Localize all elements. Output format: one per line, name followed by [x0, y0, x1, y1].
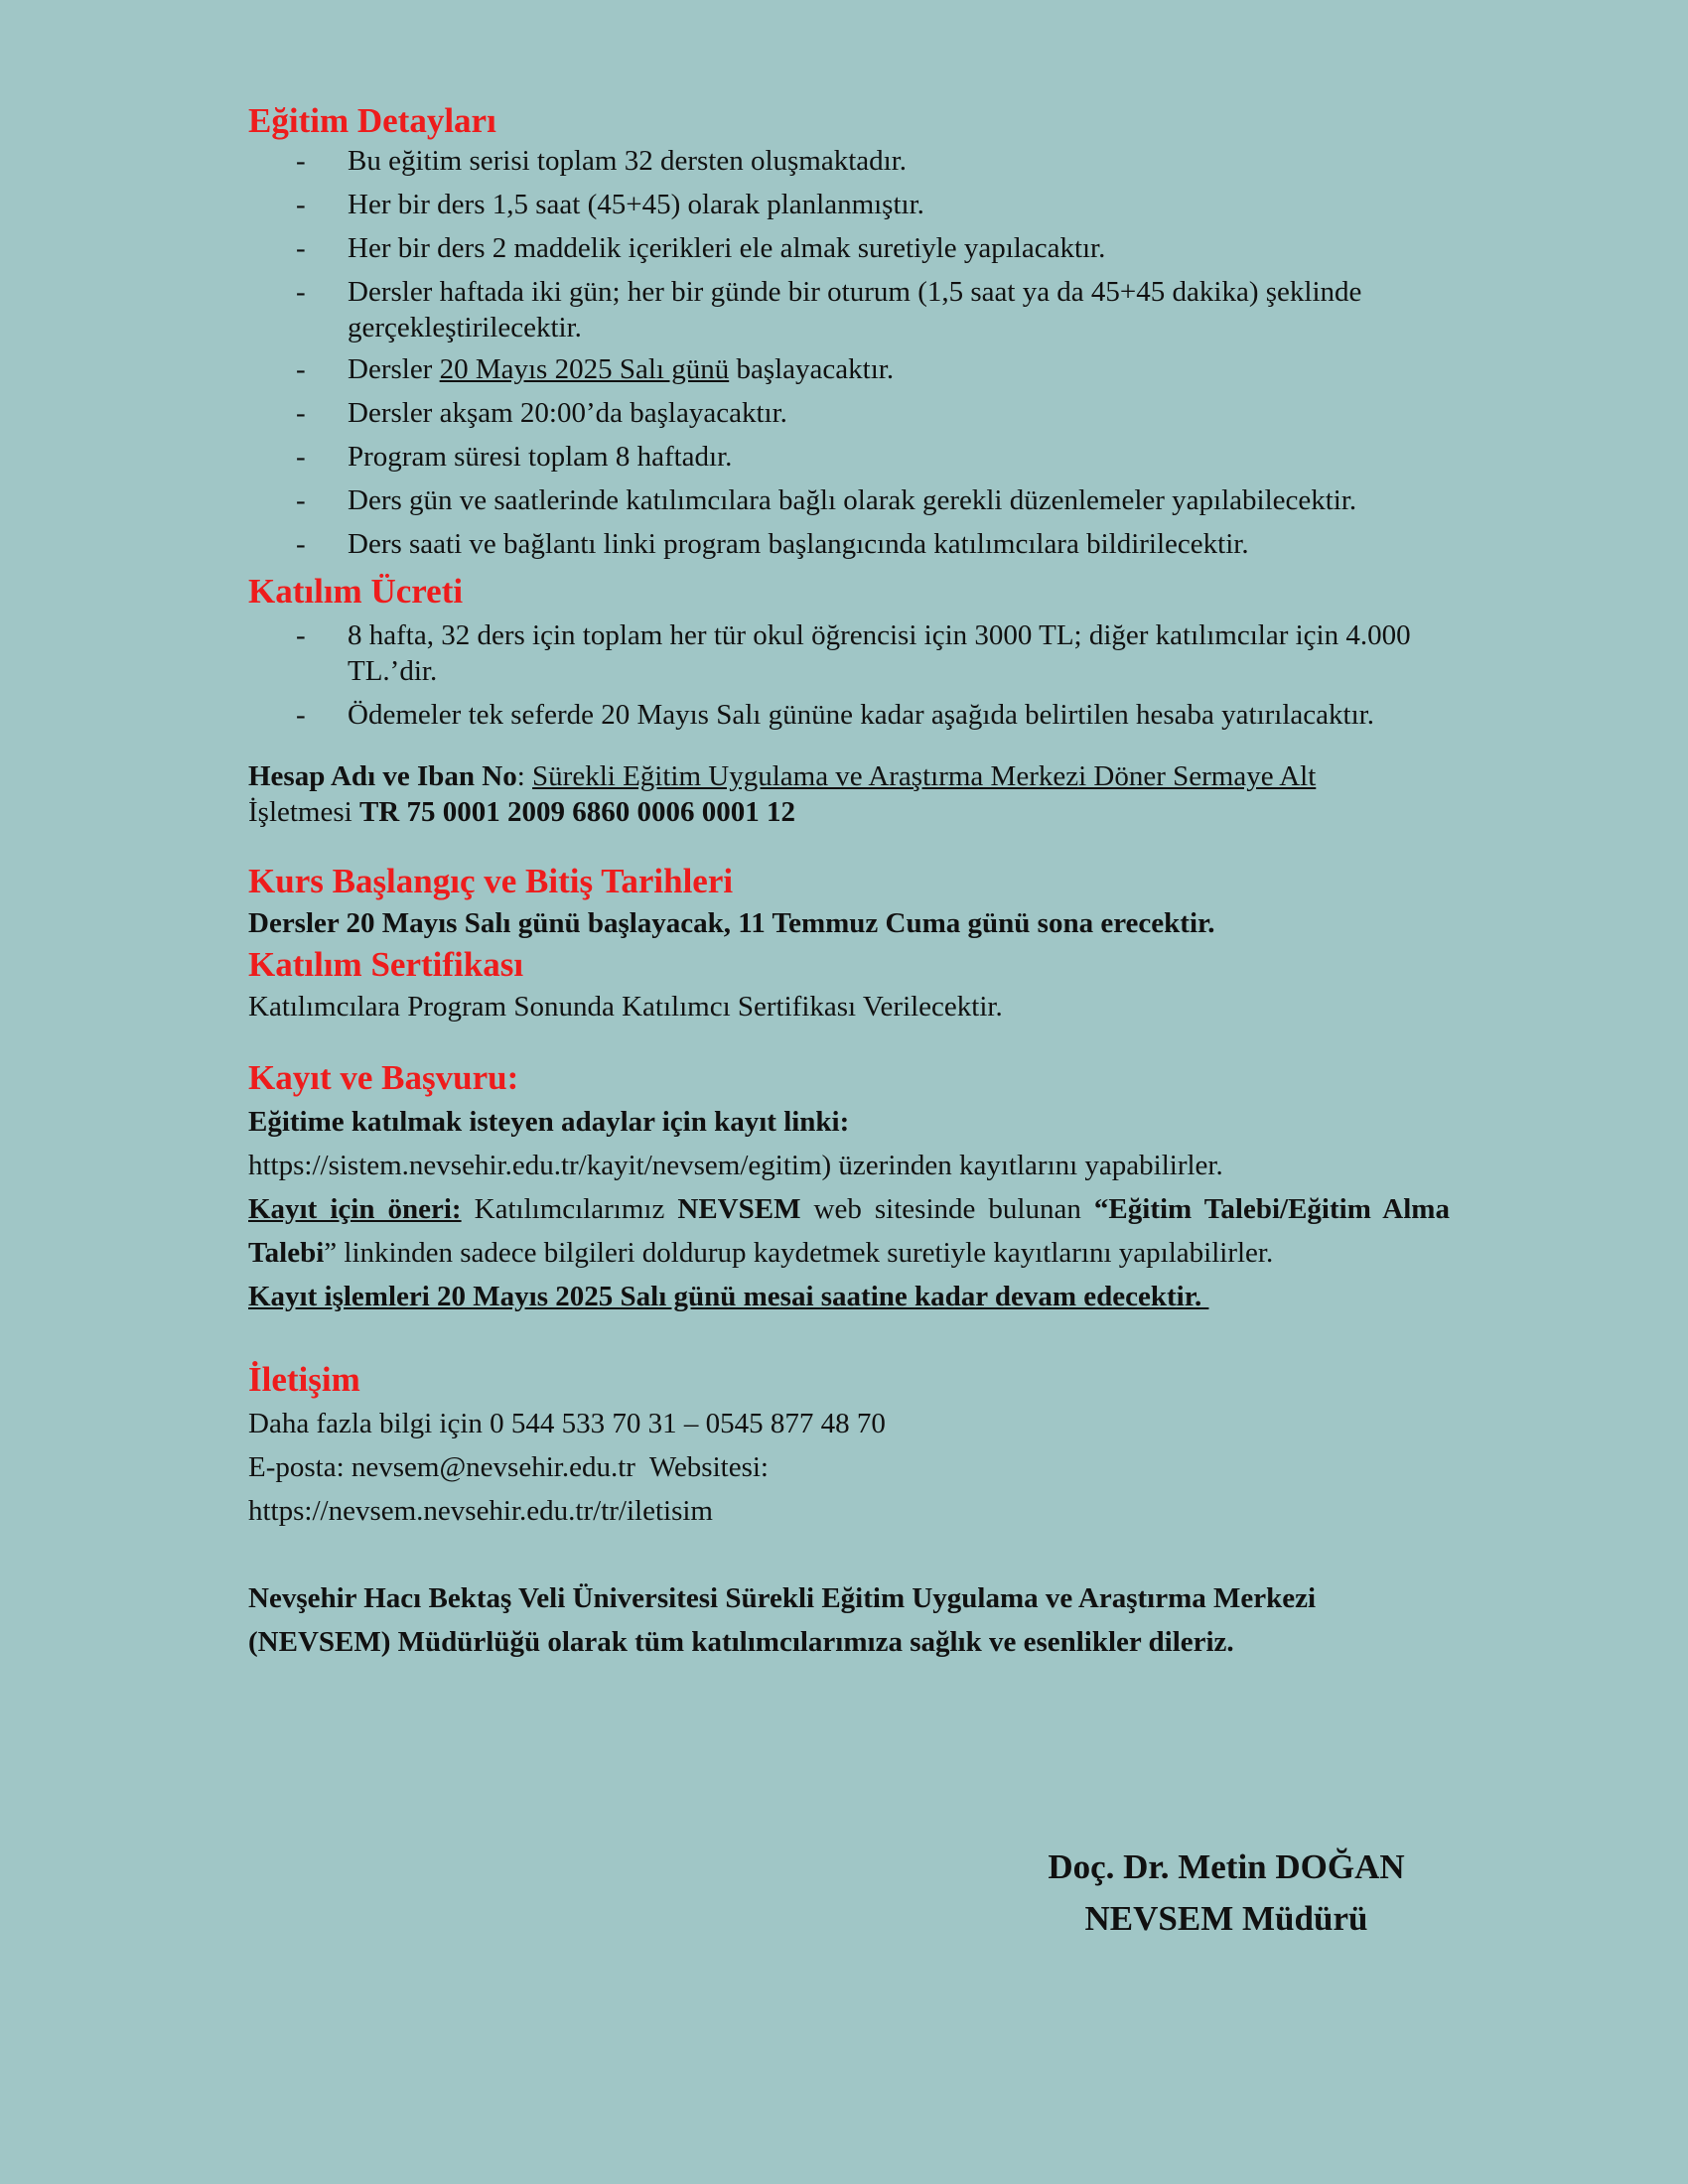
- account-name: Sürekli Eğitim Uygulama ve Araştırma Merkezi Döner Sermaye Alt: [532, 760, 1317, 792]
- contact-phone: Daha fazla bilgi için 0 544 533 70 31 – 0545 877 48 70: [248, 1408, 886, 1439]
- signature-block: [993, 1842, 1460, 1945]
- list-item: - Program süresi toplam 8 haftadır.: [296, 441, 733, 473]
- list-item: - Her bir ders 1,5 saat (45+45) olarak planlanmıştır.: [296, 189, 924, 220]
- account-info: Hesap Adı ve Iban No: Sürekli Eğitim Uygulama ve Araştırma Merkezi Döner Sermaye Alt: [248, 760, 1317, 792]
- signature-name: Doç. Dr. Metin DOĞAN: [1048, 1847, 1405, 1886]
- section-title-iletisim: İletişim: [248, 1360, 360, 1399]
- section-title-sertifika: Katılım Sertifikası: [248, 945, 524, 984]
- account-info-cont: İşletmesi TR 75 0001 2009 6860 0006 0001 12: [248, 796, 795, 828]
- kayit-intro: Eğitime katılmak isteyen adaylar için kayıt linki:: [248, 1106, 850, 1138]
- section-title-kurs-tarihleri: Kurs Başlangıç ve Bitiş Tarihleri: [248, 862, 734, 900]
- section-title-katilim-ucreti: Katılım Ücreti: [248, 572, 464, 611]
- account-label: Hesap Adı ve Iban No: [248, 760, 517, 792]
- section-title-egitim-detaylari: Eğitim Detayları: [248, 101, 496, 140]
- list-item: - Ödemeler tek seferde 20 Mayıs Salı gününe kadar aşağıda belirtilen hesaba yatırılacaktır.: [296, 699, 1374, 731]
- list-item: - Dersler 20 Mayıs 2025 Salı günü başlayacaktır.: [296, 353, 895, 385]
- kayit-link-text: https://sistem.nevsehir.edu.tr/kayit/nevsem/egitim) üzerinden kayıtlarını yapabilirler.: [248, 1150, 1223, 1181]
- kayit-oneri: Kayıt için öneri: Katılımcılarımız NEVSEM web sitesinde bulunan “Eğitim Talebi/Eğitim Alma Talebi” linkinden sadece bilgileri doldurup kaydetmek suretiyle kayıtlarını yapılabilirler.: [248, 1193, 1450, 1269]
- list-item: - Dersler akşam 20:00’da başlayacaktır.: [296, 397, 787, 429]
- sertifika-text: Katılımcılara Program Sonunda Katılımcı Sertifikası Verilecektir.: [248, 991, 1003, 1023]
- egitim-details-list: [248, 143, 1489, 562]
- contact-email: E-posta: nevsem@nevsehir.edu.tr Websitesi:: [248, 1451, 769, 1483]
- ucret-list: [248, 617, 1489, 733]
- kayit-oneri-label: Kayıt için öneri:: [248, 1193, 462, 1225]
- kurs-dates-text: Dersler 20 Mayıs Salı günü başlayacak, 11 Temmuz Cuma günü sona erecektir.: [248, 907, 1215, 939]
- list-item: - Ders gün ve saatlerinde katılımcılara bağlı olarak gerekli düzenlemeler yapılabilecektir.: [296, 484, 1357, 516]
- list-item: - Dersler haftada iki gün; her bir günde bir oturum (1,5 saat ya da 45+45 dakika) şeklinde gerçekleştirilecektir.: [296, 276, 1362, 343]
- contact-website: https://nevsem.nevsehir.edu.tr/tr/iletisim: [248, 1495, 713, 1527]
- section-title-kayit: Kayıt ve Başvuru:: [248, 1058, 519, 1097]
- signature-role: NEVSEM Müdürü: [1084, 1899, 1368, 1938]
- kayit-deadline: Kayıt işlemleri 20 Mayıs 2025 Salı günü mesai saatine kadar devam edecektir.: [248, 1281, 1209, 1312]
- list-item: - Ders saati ve bağlantı linki program başlangıcında katılımcılara bildirilecektir.: [296, 528, 1249, 560]
- list-item: - 8 hafta, 32 ders için toplam her tür okul öğrencisi için 3000 TL; diğer katılımcılar için 4.000 TL.’dir.: [296, 619, 1411, 687]
- iban: TR 75 0001 2009 6860 0006 0001 12: [358, 796, 795, 828]
- start-date-underlined: 20 Mayıs 2025 Salı günü: [439, 353, 730, 385]
- list-item: - Her bir ders 2 maddelik içerikleri ele almak suretiyle yapılacaktır.: [296, 232, 1106, 264]
- document-content: [248, 99, 1489, 1664]
- closing-message: Nevşehir Hacı Bektaş Veli Üniversitesi Sürekli Eğitim Uygulama ve Araştırma Merkezi (NEVSEM) Müdürlüğü olarak tüm katılımcılarımıza sağlık ve esenlikler dileriz.: [248, 1582, 1317, 1658]
- list-item: - Bu eğitim serisi toplam 32 dersten oluşmaktadır.: [296, 145, 908, 177]
